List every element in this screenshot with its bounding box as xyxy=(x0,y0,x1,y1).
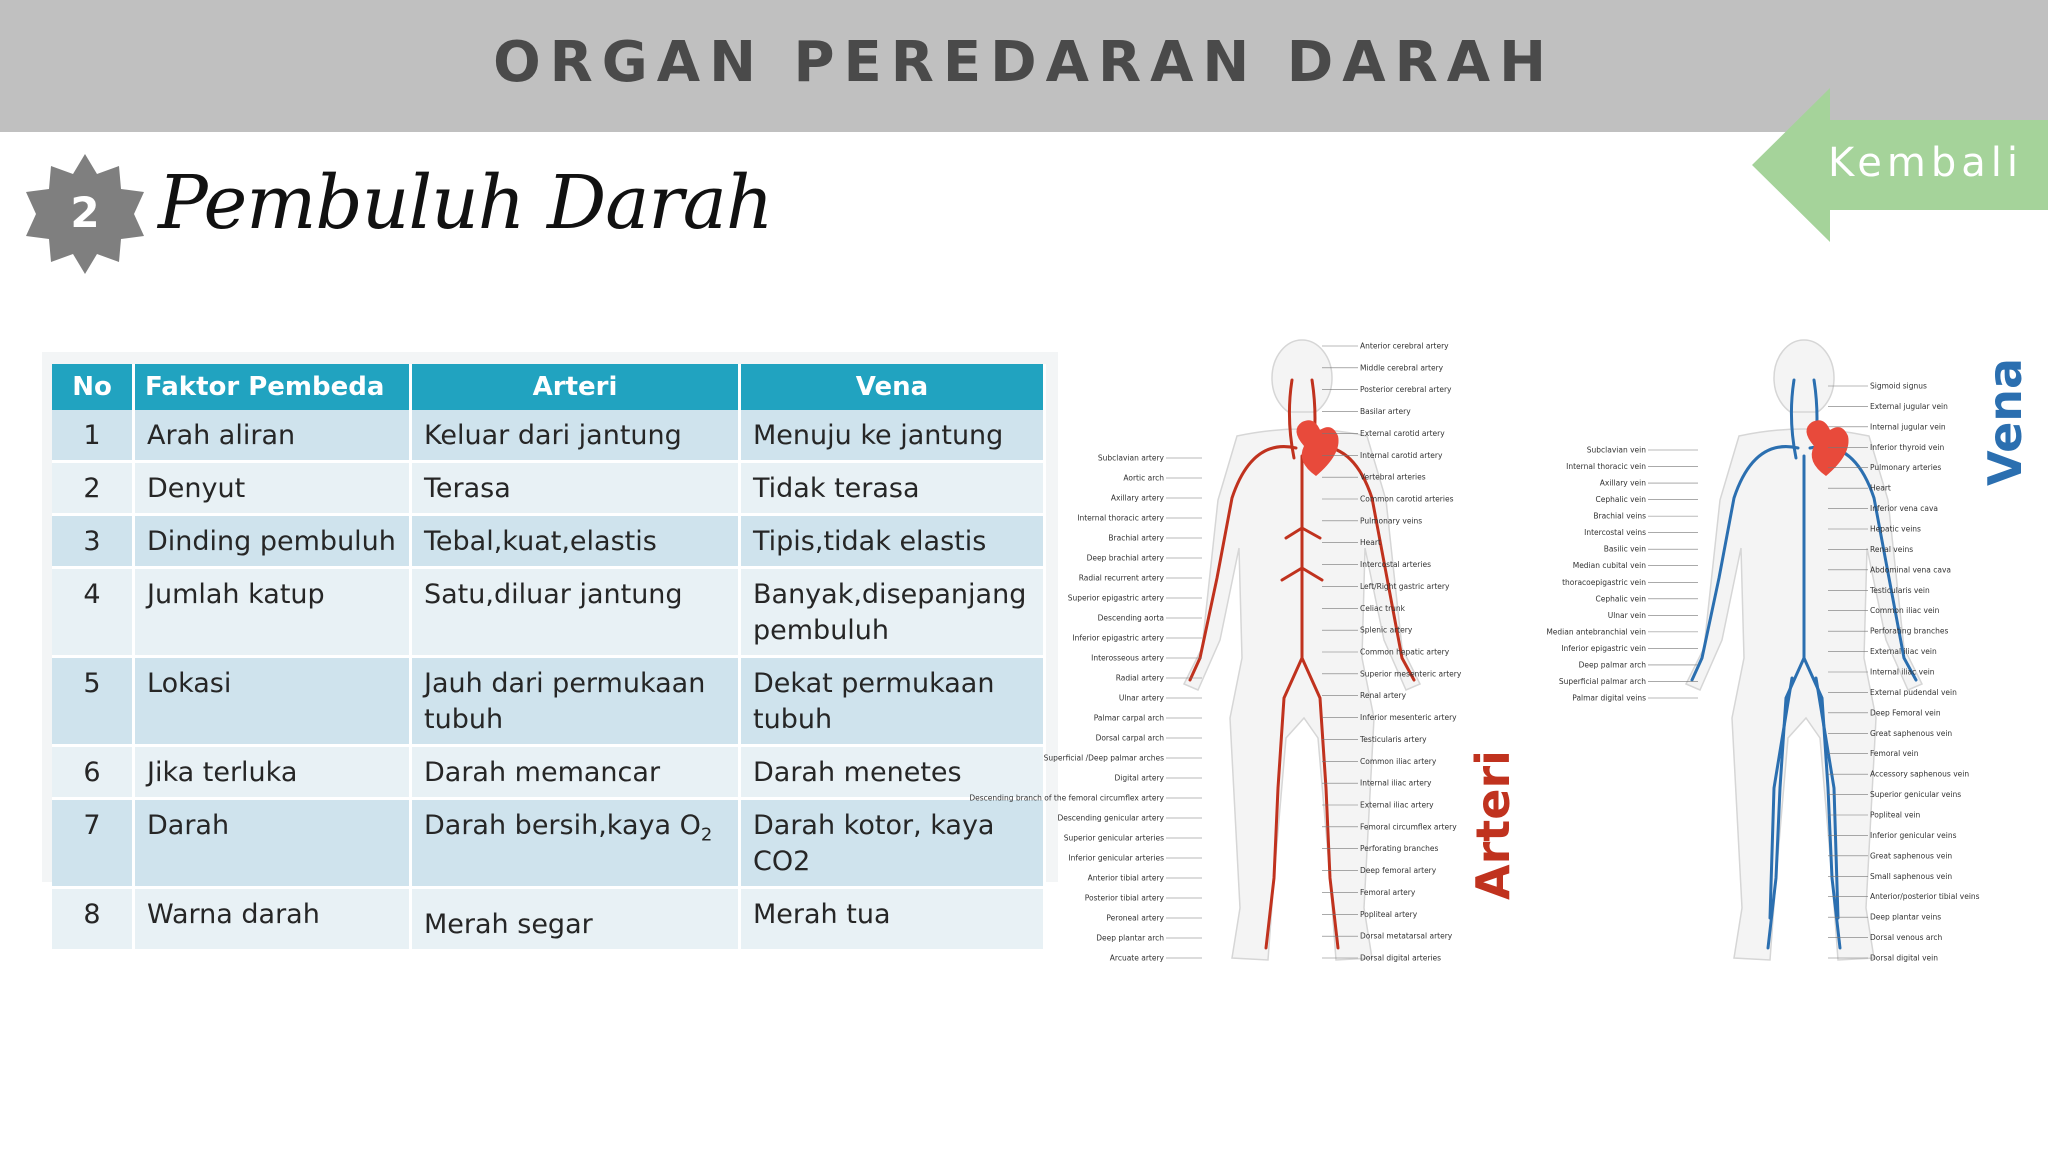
vena-right-label: Dorsal venous arch xyxy=(1870,933,1943,943)
vena-left-label: Intercostal veins xyxy=(1584,528,1646,538)
cell-vena: Darah menetes xyxy=(740,746,1045,799)
arteri-right-label: Posterior cerebral artery xyxy=(1360,385,1452,395)
arteri-left-label: Posterior tibial artery xyxy=(1084,893,1164,903)
arteri-right-label: Common carotid arteries xyxy=(1360,494,1454,504)
arteri-left-label: Deep brachial artery xyxy=(1086,553,1164,563)
vena-left-label: Palmar digital veins xyxy=(1572,693,1646,703)
cell-no: 4 xyxy=(52,568,134,657)
col-header-faktor: Faktor Pembeda xyxy=(134,364,411,410)
vena-right-label: Internal jugular vein xyxy=(1870,422,1946,432)
cell-faktor: Warna darah xyxy=(134,888,411,951)
cell-faktor: Lokasi xyxy=(134,657,411,746)
arteri-right-label: External carotid artery xyxy=(1360,428,1445,438)
vena-right-label: Testicularis vein xyxy=(1870,585,1930,595)
arteri-right-label: Popliteal artery xyxy=(1360,909,1418,919)
arteri-right-label: Inferior mesenteric artery xyxy=(1360,713,1457,723)
arteri-right-label: Dorsal metatarsal artery xyxy=(1360,931,1453,941)
arteri-right-label: Common iliac artery xyxy=(1360,756,1437,766)
vena-left-label: Subclavian vein xyxy=(1586,445,1646,455)
vena-right-label: Sigmoid signus xyxy=(1870,381,1927,391)
back-button[interactable] xyxy=(1752,88,2048,242)
vena-right-label: Deep plantar veins xyxy=(1870,912,1942,922)
arteri-right-label: Heart xyxy=(1360,538,1381,548)
arteri-right-label: Femoral circumflex artery xyxy=(1360,822,1457,832)
arteri-right-label: External iliac artery xyxy=(1360,800,1434,810)
subscript-2: 2 xyxy=(700,824,713,846)
cell-vena: Banyak,disepanjang pembuluh xyxy=(740,568,1045,657)
vena-right-label: Abdominal vena cava xyxy=(1870,565,1951,575)
table-row xyxy=(52,568,1045,657)
vena-left-label: Inferior epigastric vein xyxy=(1561,643,1646,653)
arteri-right-label: Celiac trunk xyxy=(1360,603,1405,613)
cell-no: 8 xyxy=(52,888,134,951)
arteri-left-label: Anterior tibial artery xyxy=(1087,873,1164,883)
arteri-right-label: Testicularis artery xyxy=(1360,734,1427,744)
cell-vena: Tipis,tidak elastis xyxy=(740,515,1045,568)
cell-vena: Merah tua xyxy=(740,888,1045,951)
arteri-right-label: Left/Right gastric artery xyxy=(1360,581,1450,591)
arteri-left-label: Superior epigastric artery xyxy=(1067,593,1164,603)
arteri-left-label: Arcuate artery xyxy=(1109,953,1164,963)
arteri-left-label: Superior genicular arteries xyxy=(1063,833,1164,843)
vena-left-label: Cephalic vein xyxy=(1595,594,1646,604)
cell-arteri xyxy=(411,799,740,888)
vena-label: Vena xyxy=(1978,357,2032,486)
vena-right-label: Femoral vein xyxy=(1870,749,1919,759)
arteri-left-label: Descending genicular artery xyxy=(1057,813,1164,823)
arteri-left-label: Radial artery xyxy=(1115,673,1164,683)
arteri-left-label: Axillary artery xyxy=(1110,493,1164,503)
cell-faktor: Darah xyxy=(134,799,411,888)
arteri-label: Arteri xyxy=(1466,750,1520,900)
vena-left-label: Deep palmar arch xyxy=(1578,660,1646,670)
cell-arteri: Terasa xyxy=(411,462,740,515)
col-header-arteri: Arteri xyxy=(411,364,740,410)
arteri-left-label: Inferior genicular arteries xyxy=(1068,853,1164,863)
vena-left-label: Superficial palmar arch xyxy=(1558,676,1646,686)
header-bar xyxy=(0,0,2048,132)
vena-left-label: Median antebranchial vein xyxy=(1546,627,1646,637)
arteri-right-label: Middle cerebral artery xyxy=(1360,363,1444,373)
vena-right-label: Internal iliac vein xyxy=(1870,667,1935,677)
arteri-left-label: Superficial /Deep palmar arches xyxy=(1043,753,1164,763)
arteri-right-label: Splenic artery xyxy=(1360,625,1413,635)
arteri-left-label: Internal thoracic artery xyxy=(1077,513,1164,523)
cell-vena: Tidak terasa xyxy=(740,462,1045,515)
arteri-right-label: Femoral artery xyxy=(1360,887,1416,897)
vena-left-label: Cephalic vein xyxy=(1595,495,1646,505)
vena-right-label: Inferior genicular veins xyxy=(1870,830,1957,840)
cell-faktor: Jumlah katup xyxy=(134,568,411,657)
cell-arteri: Jauh dari permukaan tubuh xyxy=(411,657,740,746)
vena-right-label: Accessory saphenous vein xyxy=(1870,769,1970,779)
vena-right-label: Perforating branches xyxy=(1870,626,1949,636)
arteri-left-label: Brachial artery xyxy=(1108,533,1164,543)
cell-arteri: Satu,diluar jantung xyxy=(411,568,740,657)
vena-right-label: Superior genicular veins xyxy=(1870,790,1962,800)
arteri-right-label: Renal artery xyxy=(1360,691,1407,701)
cell-arteri: Darah memancar xyxy=(411,746,740,799)
arteri-right-label: Intercostal arteries xyxy=(1360,560,1431,570)
comparison-table xyxy=(52,364,1046,952)
vena-left-label: thoracoepigastric vein xyxy=(1562,577,1646,587)
arteri-left-label: Digital artery xyxy=(1114,773,1164,783)
cell-no: 7 xyxy=(52,799,134,888)
vena-right-label: External iliac vein xyxy=(1870,647,1937,657)
arteri-left-label: Aortic arch xyxy=(1123,473,1164,483)
vena-right-label: Heart xyxy=(1870,483,1891,493)
vena-right-label: Common iliac vein xyxy=(1870,606,1940,616)
cell-faktor: Denyut xyxy=(134,462,411,515)
arteri-left-label: Interosseous artery xyxy=(1091,653,1164,663)
arteri-right-label: Superior mesenteric artery xyxy=(1360,669,1462,679)
table-header-row xyxy=(52,364,1045,410)
vena-body-figure xyxy=(1548,318,2018,978)
vena-right-label: Popliteal vein xyxy=(1870,810,1921,820)
arteri-right-label: Basilar artery xyxy=(1360,407,1411,417)
cell-arteri: Merah segar xyxy=(411,888,740,951)
arteri-left-label: Deep plantar arch xyxy=(1096,933,1164,943)
arteri-left-label: Peroneal artery xyxy=(1106,913,1164,923)
cell-no: 6 xyxy=(52,746,134,799)
table-row xyxy=(52,799,1045,888)
cell-no: 5 xyxy=(52,657,134,746)
arteri-left-label: Descending branch of the femoral circumflex artery xyxy=(969,793,1164,803)
vena-right-label: Inferior thyroid vein xyxy=(1870,442,1945,452)
cell-vena: Dekat permukaan tubuh xyxy=(740,657,1045,746)
cell-no: 1 xyxy=(52,410,134,462)
arteri-right-label: Internal iliac artery xyxy=(1360,778,1432,788)
vena-left-label: Median cubital vein xyxy=(1572,561,1646,571)
table-row xyxy=(52,462,1045,515)
vena-left-label: Ulnar vein xyxy=(1607,610,1646,620)
comparison-table-panel xyxy=(42,352,1058,940)
vena-right-label: Small saphenous vein xyxy=(1870,871,1953,881)
col-header-no: No xyxy=(52,364,134,410)
arteri-left-label: Inferior epigastric artery xyxy=(1072,633,1164,643)
vena-diagram xyxy=(1548,318,2018,978)
arteri-right-label: Anterior cerebral artery xyxy=(1360,341,1449,351)
table-row xyxy=(52,410,1045,462)
arteri-right-label: Perforating branches xyxy=(1360,844,1439,854)
arteri-left-label: Radial recurrent artery xyxy=(1078,573,1164,583)
section-number: 2 xyxy=(70,188,100,237)
vena-right-label: Dorsal digital vein xyxy=(1870,953,1939,963)
vena-left-label: Axillary vein xyxy=(1599,478,1646,488)
cell-faktor: Dinding pembuluh xyxy=(134,515,411,568)
vena-right-label: Great saphenous vein xyxy=(1870,851,1953,861)
arteri-left-label: Descending aorta xyxy=(1097,613,1164,623)
cell-no: 2 xyxy=(52,462,134,515)
back-button-label: Kembali xyxy=(1828,140,2023,186)
cell-faktor: Arah aliran xyxy=(134,410,411,462)
vena-right-label: Great saphenous vein xyxy=(1870,728,1953,738)
arteri-right-label: Dorsal digital arteries xyxy=(1360,953,1442,963)
cell-vena: Darah kotor, kaya CO2 xyxy=(740,799,1045,888)
table-row xyxy=(52,888,1045,951)
vena-right-label: Hepatic veins xyxy=(1870,524,1921,534)
vena-left-label: Internal thoracic vein xyxy=(1566,462,1646,472)
cell-arteri: Keluar dari jantung xyxy=(411,410,740,462)
arteri-right-label: Vertebral arteries xyxy=(1360,472,1426,482)
table-row xyxy=(52,746,1045,799)
section-number-badge xyxy=(18,152,152,276)
section-title: Pembuluh Darah xyxy=(158,160,773,246)
page-title: ORGAN PEREDARAN DARAH xyxy=(493,30,1555,95)
arteri-label-wrap xyxy=(1472,628,1532,748)
vena-right-label: External pudendal vein xyxy=(1870,687,1957,697)
vena-right-label: Anterior/posterior tibial veins xyxy=(1870,892,1980,902)
cell-vena: Menuju ke jantung xyxy=(740,410,1045,462)
arteri-right-label: Deep femoral artery xyxy=(1360,866,1437,876)
arteri-right-label: Internal carotid artery xyxy=(1360,450,1443,460)
table-row xyxy=(52,657,1045,746)
col-header-vena: Vena xyxy=(740,364,1045,410)
arteri-left-label: Subclavian artery xyxy=(1097,453,1164,463)
cell-no: 3 xyxy=(52,515,134,568)
arteri-right-label: Pulmonary veins xyxy=(1360,516,1423,526)
vena-right-label: Renal veins xyxy=(1870,544,1914,554)
cell-arteri: Tebal,kuat,elastis xyxy=(411,515,740,568)
cell-faktor: Jika terluka xyxy=(134,746,411,799)
vena-right-label: Inferior vena cava xyxy=(1870,504,1938,514)
vena-right-label: Deep Femoral vein xyxy=(1870,708,1941,718)
arteri-left-label: Ulnar artery xyxy=(1118,693,1164,703)
vena-left-label: Brachial veins xyxy=(1593,511,1646,521)
arteri-right-label: Common hepatic artery xyxy=(1360,647,1450,657)
vena-right-label: Pulmonary arteries xyxy=(1870,463,1942,473)
arteri-left-label: Palmar carpal arch xyxy=(1093,713,1164,723)
table-row xyxy=(52,515,1045,568)
vena-left-label: Basilic vein xyxy=(1603,544,1646,554)
vena-right-label: External jugular vein xyxy=(1870,401,1948,411)
cell-arteri-text: Darah bersih,kaya O xyxy=(424,810,701,841)
arteri-left-label: Dorsal carpal arch xyxy=(1095,733,1164,743)
vena-left-labels xyxy=(1546,446,1698,703)
